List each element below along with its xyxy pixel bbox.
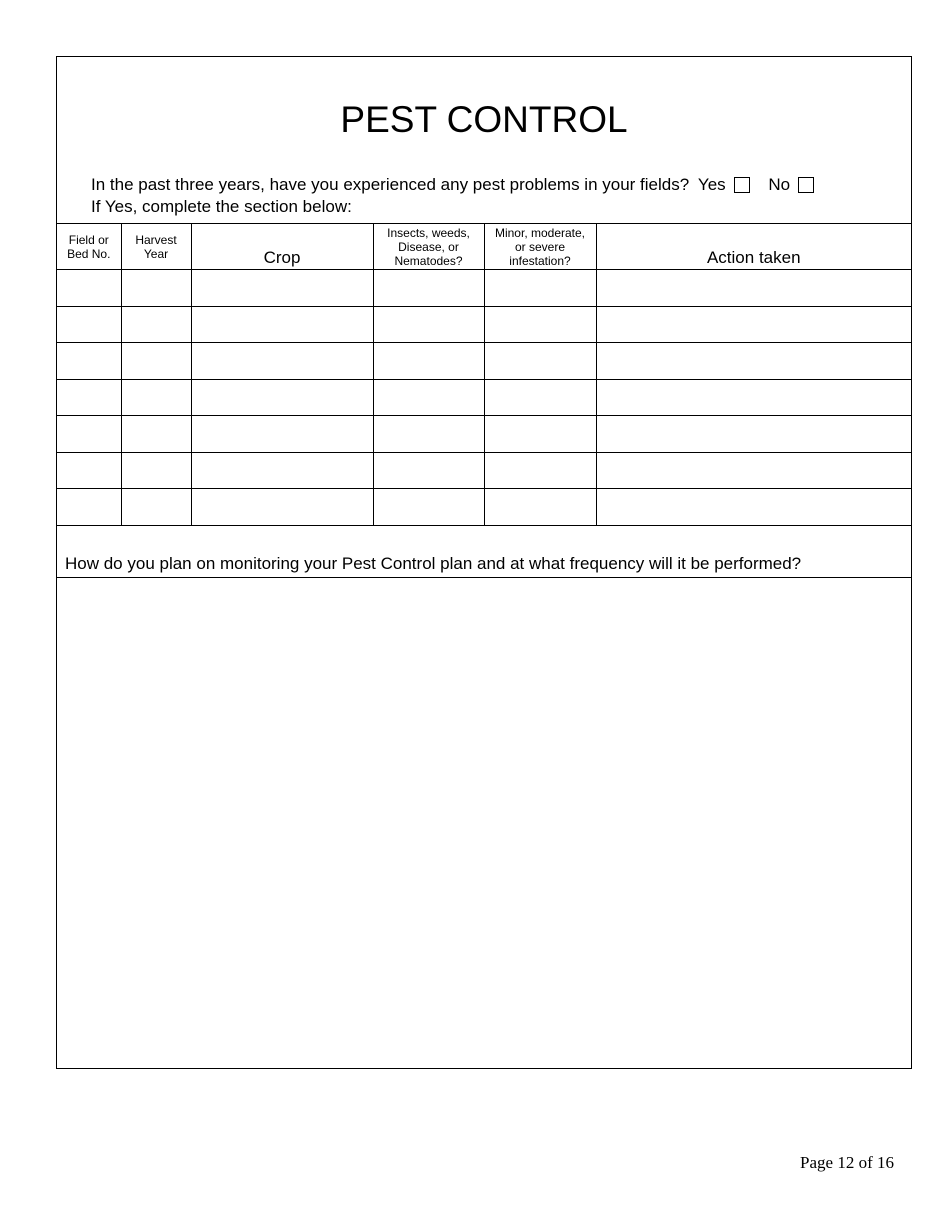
pest-question-text: In the past three years, have you experienced any pest problems in your fields? (91, 175, 690, 194)
crop-cell[interactable] (191, 379, 373, 416)
field-bed-cell[interactable] (57, 416, 121, 453)
pest-type-cell[interactable] (373, 379, 484, 416)
pest-problem-question (91, 174, 818, 218)
monitoring-question (57, 523, 911, 578)
action-taken-cell[interactable] (596, 452, 911, 489)
yes-checkbox[interactable] (734, 177, 750, 193)
table-row (57, 343, 911, 380)
harvest-year-cell[interactable] (121, 489, 191, 526)
if-yes-instruction: If Yes, complete the section below: (91, 197, 352, 216)
header-field-bed: Field or Bed No. (57, 224, 121, 270)
field-bed-cell[interactable] (57, 306, 121, 343)
table-row (57, 416, 911, 453)
table-row (57, 452, 911, 489)
severity-cell[interactable] (484, 306, 596, 343)
pest-type-cell[interactable] (373, 306, 484, 343)
header-pest-type: Insects, weeds, Disease, or Nematodes? (373, 224, 484, 270)
pest-history-table (57, 223, 911, 526)
monitoring-question-text: How do you plan on monitoring your Pest Control plan and at what frequency will it be performed? (65, 554, 802, 573)
table-row (57, 379, 911, 416)
field-bed-cell[interactable] (57, 452, 121, 489)
header-harvest-year: Harvest Year (121, 224, 191, 270)
field-bed-cell[interactable] (57, 379, 121, 416)
action-taken-cell[interactable] (596, 343, 911, 380)
action-taken-cell[interactable] (596, 379, 911, 416)
crop-cell[interactable] (191, 270, 373, 307)
action-taken-cell[interactable] (596, 489, 911, 526)
severity-cell[interactable] (484, 489, 596, 526)
no-label: No (768, 175, 791, 194)
severity-cell[interactable] (484, 379, 596, 416)
action-taken-cell[interactable] (596, 306, 911, 343)
pest-type-cell[interactable] (373, 343, 484, 380)
harvest-year-cell[interactable] (121, 379, 191, 416)
table-header-row (57, 224, 911, 270)
pest-type-cell[interactable] (373, 489, 484, 526)
crop-cell[interactable] (191, 489, 373, 526)
crop-cell[interactable] (191, 343, 373, 380)
field-bed-cell[interactable] (57, 489, 121, 526)
harvest-year-cell[interactable] (121, 416, 191, 453)
action-taken-cell[interactable] (596, 416, 911, 453)
field-bed-cell[interactable] (57, 270, 121, 307)
page-number: Page 12 of 16 (800, 1153, 894, 1172)
severity-cell[interactable] (484, 270, 596, 307)
header-severity: Minor, moderate, or severe infestation? (484, 224, 596, 270)
header-crop: Crop (191, 224, 373, 270)
crop-cell[interactable] (191, 452, 373, 489)
action-taken-cell[interactable] (596, 270, 911, 307)
harvest-year-cell[interactable] (121, 306, 191, 343)
yes-label: Yes (697, 175, 726, 194)
pest-type-cell[interactable] (373, 416, 484, 453)
table-row (57, 306, 911, 343)
severity-cell[interactable] (484, 452, 596, 489)
pest-type-cell[interactable] (373, 452, 484, 489)
harvest-year-cell[interactable] (121, 270, 191, 307)
harvest-year-cell[interactable] (121, 452, 191, 489)
header-action-taken: Action taken (596, 224, 911, 270)
form-title: PEST CONTROL (340, 99, 628, 140)
crop-cell[interactable] (191, 416, 373, 453)
monitoring-answer-area[interactable] (57, 578, 911, 1068)
field-bed-cell[interactable] (57, 343, 121, 380)
table-row (57, 489, 911, 526)
crop-cell[interactable] (191, 306, 373, 343)
severity-cell[interactable] (484, 343, 596, 380)
pest-type-cell[interactable] (373, 270, 484, 307)
no-checkbox[interactable] (798, 177, 814, 193)
harvest-year-cell[interactable] (121, 343, 191, 380)
severity-cell[interactable] (484, 416, 596, 453)
table-row (57, 270, 911, 307)
pest-control-form (56, 56, 912, 1069)
